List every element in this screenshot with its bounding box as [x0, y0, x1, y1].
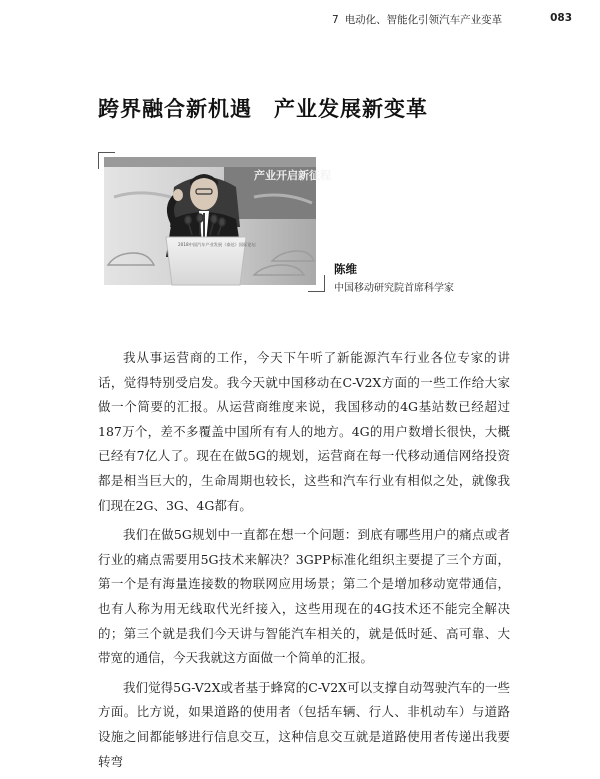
chapter-title: 电动化、智能化引领汽车产业变革 [344, 14, 503, 26]
paragraph: 我们觉得5G-V2X或者基于蜂窝的C-V2X可以支撑自动驾驶汽车的一些方面。比方说，如果道路的使用者（包括车辆、行人、非机动车）与道路设施之间都能够进行信息交互，这种信息交互就是道路使用者传递出我要转弯 [98, 679, 510, 769]
paragraph: 我从事运营商的工作，今天下午听了新能源汽车行业各位专家的讲话，觉得特别受启发。我今天就中国移动在C-V2X方面的一些工作给大家做一个简要的汇报。从运营商维度来说，我国移动的4G基站数已经超过187万个，差不多覆盖中国所有有人的地方。4G的用户数增长很快，大概已经有7亿人了。现在在做5G的规划，运营商在每一代移动通信网络投资都是相当巨大的，生命周期也较长，这些和汽车行业有相似之处，就像我们现在2G、3G、4G都有。 [98, 350, 510, 513]
backdrop-slogan: 产业开启新征程 [254, 169, 331, 182]
speaker-photo [104, 157, 331, 285]
paragraph: 我们在做5G规划中一直都在想一个问题：到底有哪些用户的痛点或者行业的痛点需要用5G技术来解决？3GPP标准化组织主要提了三个方面，第一个是有海量连接数的物联网应用场景；第二个是增加移动宽带通信，也有人称为用无线取代光纤接入，这些用现在的4G技术还不能完全解决的；第三个就是我们今天讲与智能汽车相关的，就是低时延、高可靠、大带宽的通信，今天我就这方面做一个简单的汇报。 [98, 527, 510, 666]
article-title: 跨界融合新机遇 产业发展新变革 [98, 96, 428, 121]
article-body [98, 346, 510, 779]
chapter-number: 7 [332, 14, 339, 26]
speaker-photo-image [104, 157, 331, 285]
speaker-name: 陈维 [334, 262, 357, 276]
podium-sign: 2018中国汽车产业发展（泰达）国际论坛 [178, 242, 256, 247]
speaker-photo-frame [98, 152, 331, 292]
speaker-title: 中国移动研究院首席科学家 [334, 283, 454, 294]
chapter-heading [332, 12, 502, 27]
page-number: 083 [550, 12, 572, 24]
running-head [332, 12, 572, 30]
